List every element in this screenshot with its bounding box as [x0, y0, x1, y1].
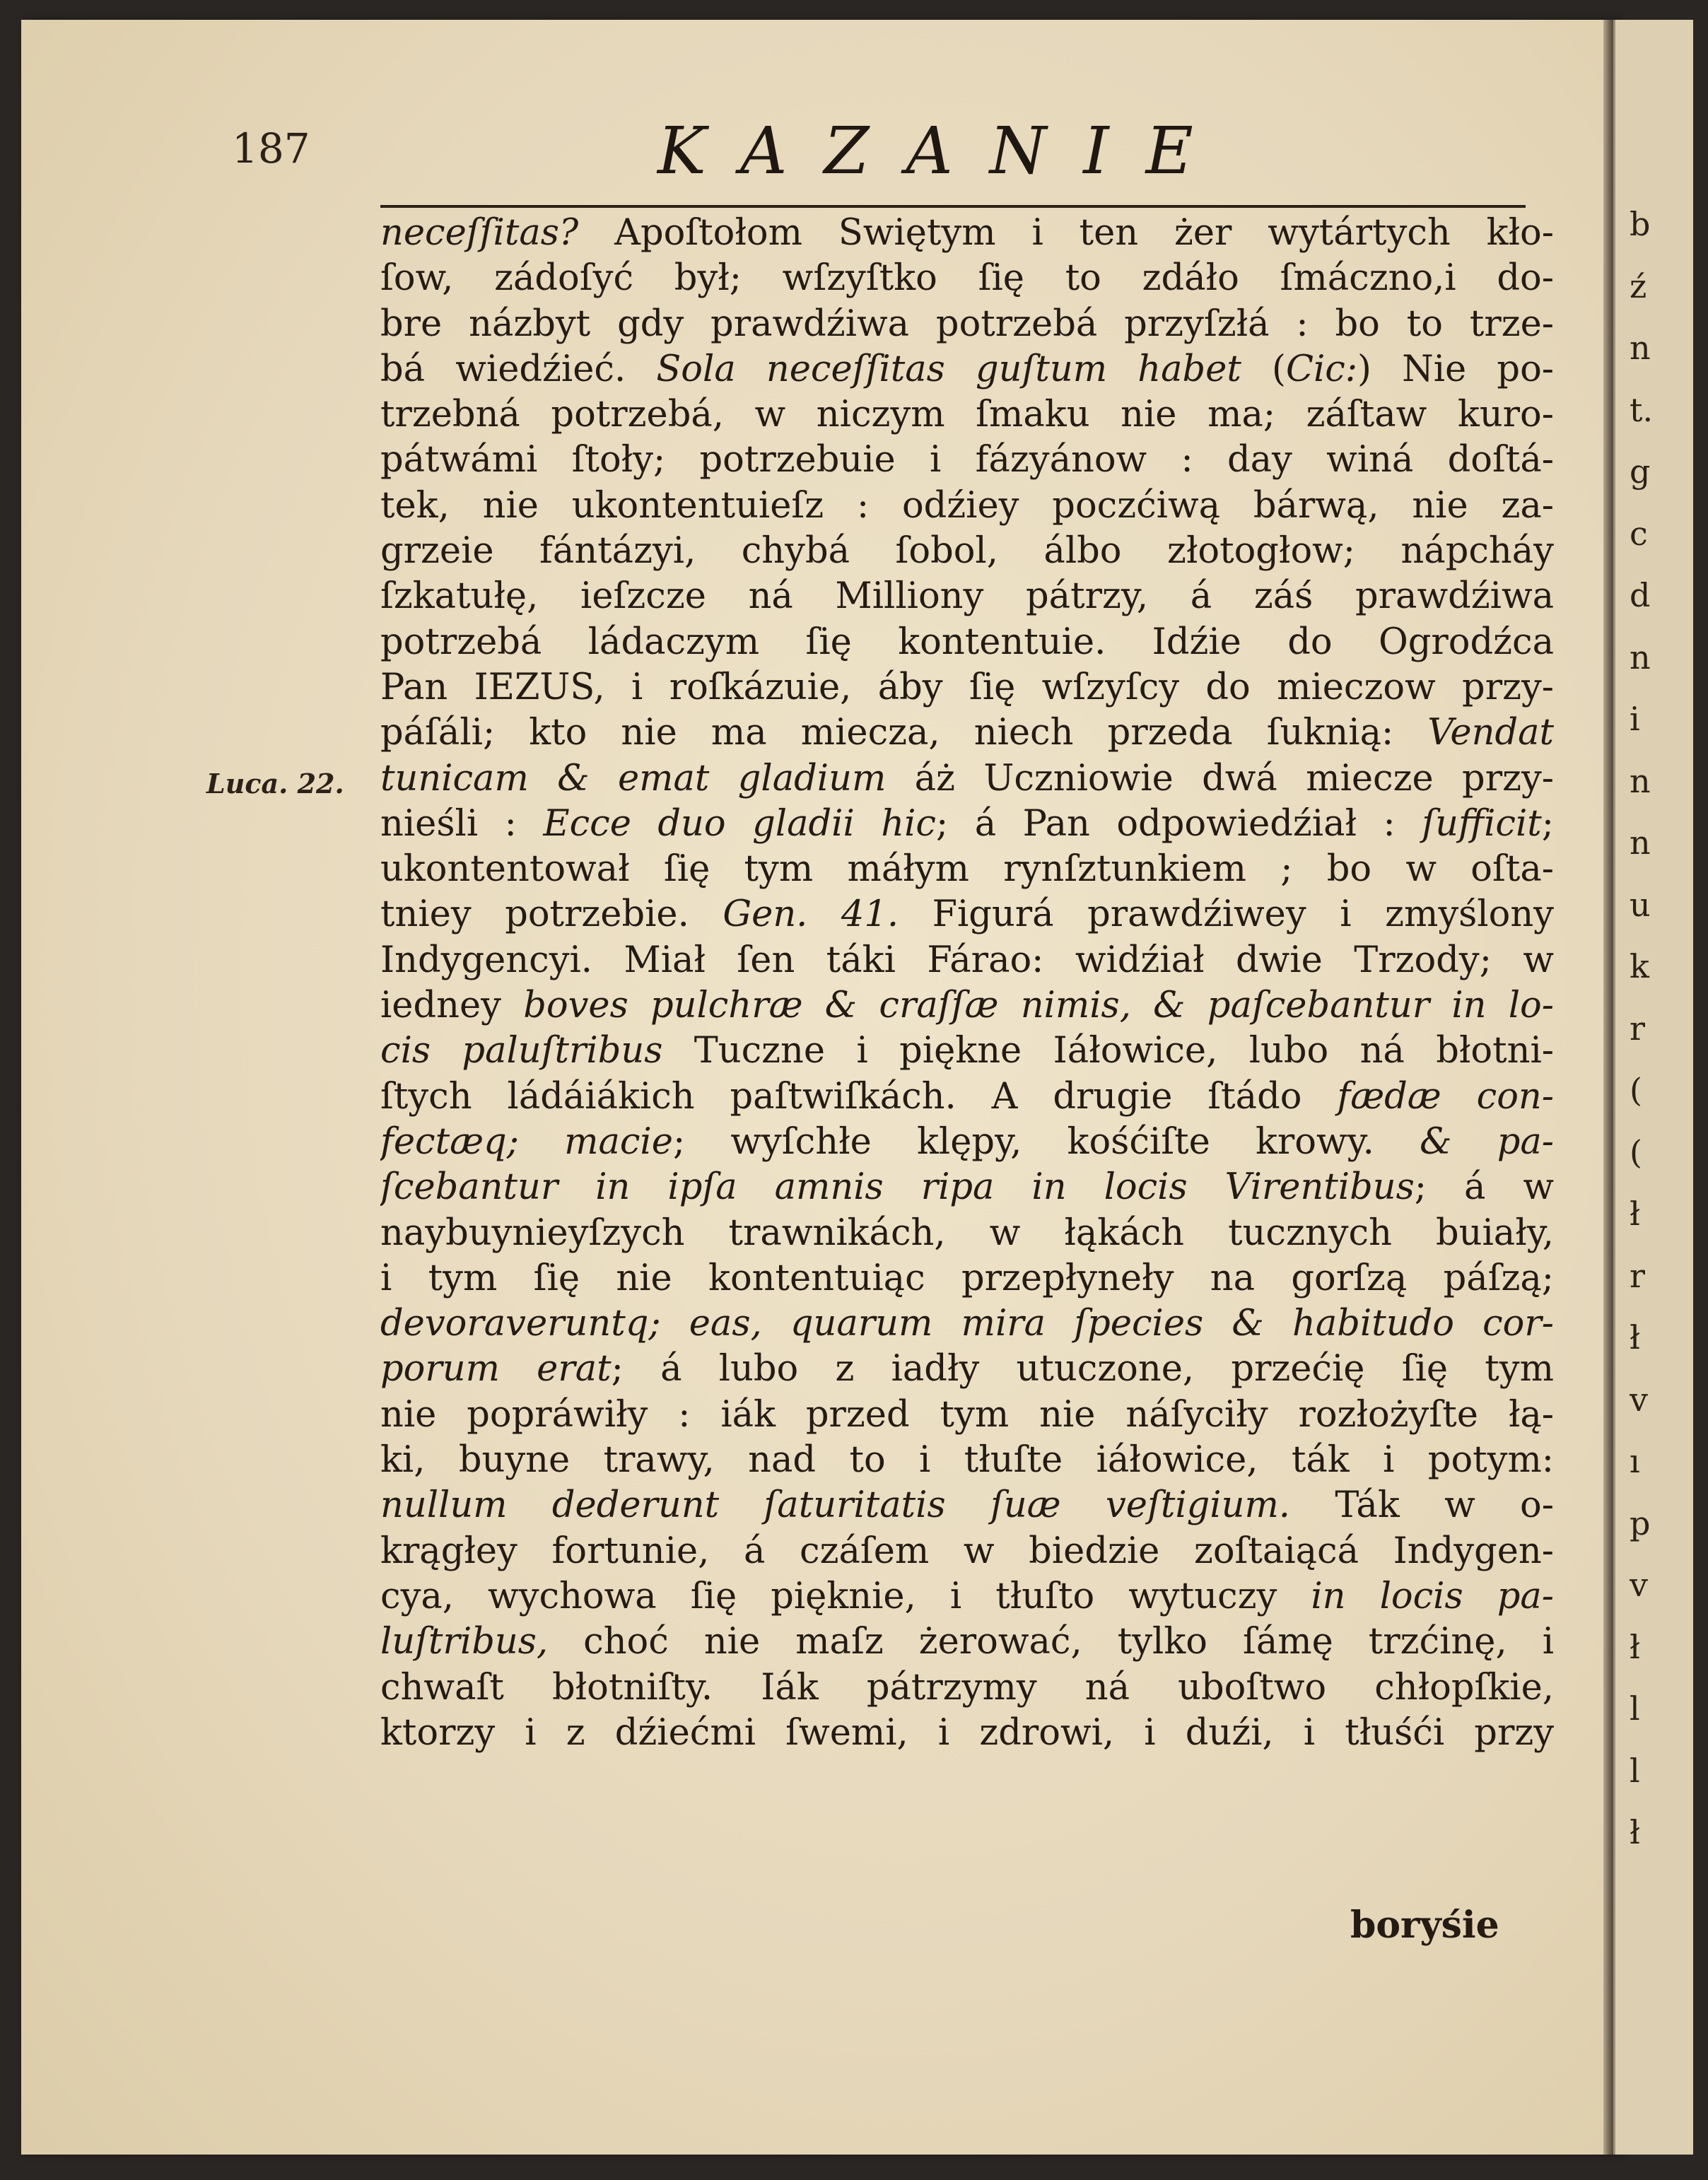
latin-quote: nullum dederunt ſaturitatis ſuæ veſtigium. [380, 1484, 1291, 1527]
latin-quote: in locis pa- [1311, 1575, 1554, 1617]
latin-quote: fædæ con- [1337, 1075, 1554, 1118]
text-run: ukontentował ſię tym máłym rynſztunkiem ; bo w oſta- [380, 848, 1554, 891]
latin-quote: Vendat [1427, 712, 1554, 754]
facing-page-letter: n [1630, 824, 1651, 862]
text-run: tek, nie ukontentuieſz : odźiey poczćiwą bárwą, nie za- [380, 484, 1554, 527]
text-run: i tym ſię nie kontentuiąc przepłyneły na gorſzą páſzą; [380, 1257, 1554, 1299]
text-line [380, 710, 1554, 756]
text-run: ; [1541, 802, 1554, 845]
latin-quote: ſufficit [1422, 802, 1542, 845]
text-run: tniey potrzebie. [380, 893, 723, 936]
latin-quote: boves pulchræ & craſſæ nimis, & paſcebantur in lo- [523, 985, 1554, 1027]
text-run: Ták w o- [1290, 1484, 1554, 1527]
text-line [380, 1074, 1554, 1120]
text-run: bre názbyt gdy prawdźiwa potrzebá przyſzłá : bo to trze- [380, 303, 1554, 345]
text-line [380, 1256, 1554, 1301]
facing-page-edge [1613, 20, 1693, 2155]
book-page [21, 20, 1622, 2155]
facing-page-letter: ł [1630, 1813, 1640, 1851]
latin-quote: Sola neceſſitas guſtum habet [656, 348, 1241, 390]
text-line [380, 847, 1554, 892]
text-line [380, 438, 1554, 483]
text-run: ; wyſchłe klępy, kośćiſte krowy. [672, 1120, 1420, 1163]
text-line [380, 892, 1554, 937]
facing-page-letter: v [1630, 1566, 1648, 1604]
text-run: páſáli; kto nie ma miecza, niech przeda ſuknią: [380, 712, 1428, 754]
text-run: ; á w [1414, 1166, 1554, 1209]
facing-page-letter: r [1630, 1009, 1645, 1048]
facing-page-letter: k [1630, 947, 1649, 985]
facing-page-letter: ( [1630, 1071, 1642, 1109]
text-run: ſtych ládáiákich paſtwiſkách. A drugie ſtádo [380, 1075, 1338, 1118]
text-run: trzebná potrzebá, w niczym ſmaku nie ma; záſtaw kuro- [380, 394, 1554, 436]
text-line [380, 938, 1554, 983]
text-line [380, 1665, 1554, 1711]
text-run: ; á Pan odpowiedźiał : [936, 802, 1422, 845]
facing-page-letter: l [1630, 1689, 1640, 1728]
text-line [380, 1211, 1554, 1256]
text-line [380, 802, 1554, 847]
text-run: áż Uczniowie dwá miecze przy- [886, 757, 1554, 799]
text-run: nie popráwiły : iák przed tym nie náſyciły rozłożyſte łą- [380, 1393, 1554, 1436]
text-run: Tuczne i piękne Iáłowice, lubo ná błotni- [662, 1030, 1554, 1072]
text-run: chwaſt błotniſty. Iák pátrzymy ná uboſtwo chłopſkie, [380, 1666, 1554, 1709]
text-line [380, 756, 1554, 802]
facing-page-letter: n [1630, 329, 1651, 367]
text-run: potrzebá ládaczym ſię kontentuie. Idźie do Ogrodźca [380, 621, 1554, 663]
latin-quote: luſtribus, [380, 1621, 549, 1663]
text-run: naybuynieyſzych trawnikách, w łąkách tucznych buiały, [380, 1212, 1554, 1254]
text-line [380, 1574, 1554, 1619]
text-line [380, 1301, 1554, 1347]
text-run: Pan IEZUS, i roſkázuie, áby ſię wſzyſcy do mieczow przy- [380, 666, 1554, 708]
text-run: grzeie fántázyi, chybá ſobol, álbo złotogłow; nápcháy [380, 530, 1554, 573]
text-line [380, 529, 1554, 574]
page-number: 187 [232, 124, 310, 172]
latin-quote: cis paluſtribus [380, 1030, 663, 1072]
facing-page-letter: b [1630, 205, 1651, 243]
text-line [380, 1120, 1554, 1165]
text-line [380, 1438, 1554, 1483]
facing-page-letter: t. [1630, 390, 1654, 429]
latin-quote: devoraveruntq; eas, quarum mira ſpecies & habitudo cor- [380, 1303, 1554, 1345]
facing-page-letter: ı [1630, 1442, 1640, 1480]
facing-page-letter: n [1630, 761, 1651, 800]
text-run: Apoſtołom Swiętym i ten żer wytártych kło- [578, 212, 1554, 254]
catchword: boryśie [1350, 1904, 1499, 1947]
facing-page-letter: i [1630, 700, 1640, 738]
facing-page-letter: g [1630, 452, 1651, 491]
running-head: KAZANIE [657, 113, 1230, 189]
text-run: ktorzy i z dźiećmi ſwemi, i zdrowi, i duźi, i tłuśći przy [380, 1711, 1554, 1754]
text-line [380, 1529, 1554, 1574]
latin-quote: fectæq; macie [380, 1120, 673, 1163]
facing-page-letter: u [1630, 885, 1651, 924]
text-line [380, 302, 1554, 347]
facing-page-letter: c [1630, 514, 1648, 553]
latin-quote: tunicam & emat gladium [380, 757, 887, 799]
facing-page-letter: r [1630, 1256, 1645, 1295]
text-line [380, 1029, 1554, 1074]
facing-page-letter: d [1630, 576, 1651, 614]
body-text [380, 211, 1554, 1756]
facing-page-letter: v [1630, 1380, 1648, 1419]
text-line [380, 1393, 1554, 1438]
text-run: choć nie maſz żerować, tylko ſámę trzćinę, i [548, 1621, 1554, 1663]
latin-quote: neceſſitas? [380, 212, 579, 254]
text-line [380, 256, 1554, 301]
latin-quote: & pa- [1420, 1120, 1554, 1163]
facing-page-letter: ł [1630, 1627, 1640, 1666]
text-line [380, 1483, 1554, 1528]
text-line [380, 211, 1554, 256]
text-line [380, 1165, 1554, 1210]
latin-quote: ſcebantur in ipſa amnis ripa in locis Virentibus [380, 1166, 1415, 1209]
text-run: ſow, zádoſyć był; wſzyſtko ſię to zdáło ſmáczno,i do- [380, 257, 1554, 300]
text-run: ; á lubo z iadły utuczone, przećię ſię tym [611, 1348, 1554, 1390]
facing-page-letter: ł [1630, 1195, 1640, 1233]
margin-note: Luca. 22. [206, 768, 344, 799]
text-run: ) Nie po- [1357, 348, 1554, 390]
text-run: ( [1241, 348, 1286, 390]
text-run: bá wiedźieć. [380, 348, 657, 390]
text-run: ſzkatułę, ieſzcze ná Milliony pátrzy, á záś prawdźiwa [380, 575, 1554, 618]
facing-page-letter: p [1630, 1504, 1651, 1542]
text-run: krągłey fortunie, á czáſem w biedzie zoſtaiącá Indygen- [380, 1530, 1554, 1572]
text-run: Indygencyi. Miał ſen táki Fárao: widźiał dwie Trzody; w [380, 939, 1554, 981]
facing-page-letter: ź [1630, 266, 1647, 305]
text-line [380, 665, 1554, 710]
text-line [380, 392, 1554, 438]
text-line [380, 574, 1554, 619]
text-line [380, 347, 1554, 392]
latin-quote: porum erat [380, 1348, 612, 1390]
header-rule [380, 205, 1526, 208]
text-line [380, 1711, 1554, 1756]
facing-page-letter: n [1630, 638, 1651, 676]
text-run: cya, wychowa ſię pięknie, i tłuſto wytuczy [380, 1575, 1311, 1617]
text-run: nieśli : [380, 802, 544, 845]
text-line [380, 1619, 1554, 1665]
text-line [380, 484, 1554, 529]
latin-quote: Gen. 41. [723, 893, 899, 936]
facing-page-letter: l [1630, 1751, 1640, 1790]
text-line [380, 620, 1554, 665]
facing-page-letter: ( [1630, 1132, 1642, 1171]
latin-quote: Cic: [1285, 348, 1358, 390]
text-run: iedney [380, 985, 524, 1027]
text-line [380, 983, 1554, 1029]
text-run: Figurá prawdźiwey i zmyślony [899, 893, 1554, 936]
text-run: pátwámi ſtoły; potrzebuie i fázyánow : day winá doſtá- [380, 439, 1554, 481]
text-run: ki, buyne trawy, nad to i tłuſte iáłowice, ták i potym: [380, 1439, 1554, 1482]
facing-page-letter: ł [1630, 1318, 1640, 1356]
text-line [380, 1347, 1554, 1392]
latin-quote: Ecce duo gladii hic [543, 802, 936, 845]
